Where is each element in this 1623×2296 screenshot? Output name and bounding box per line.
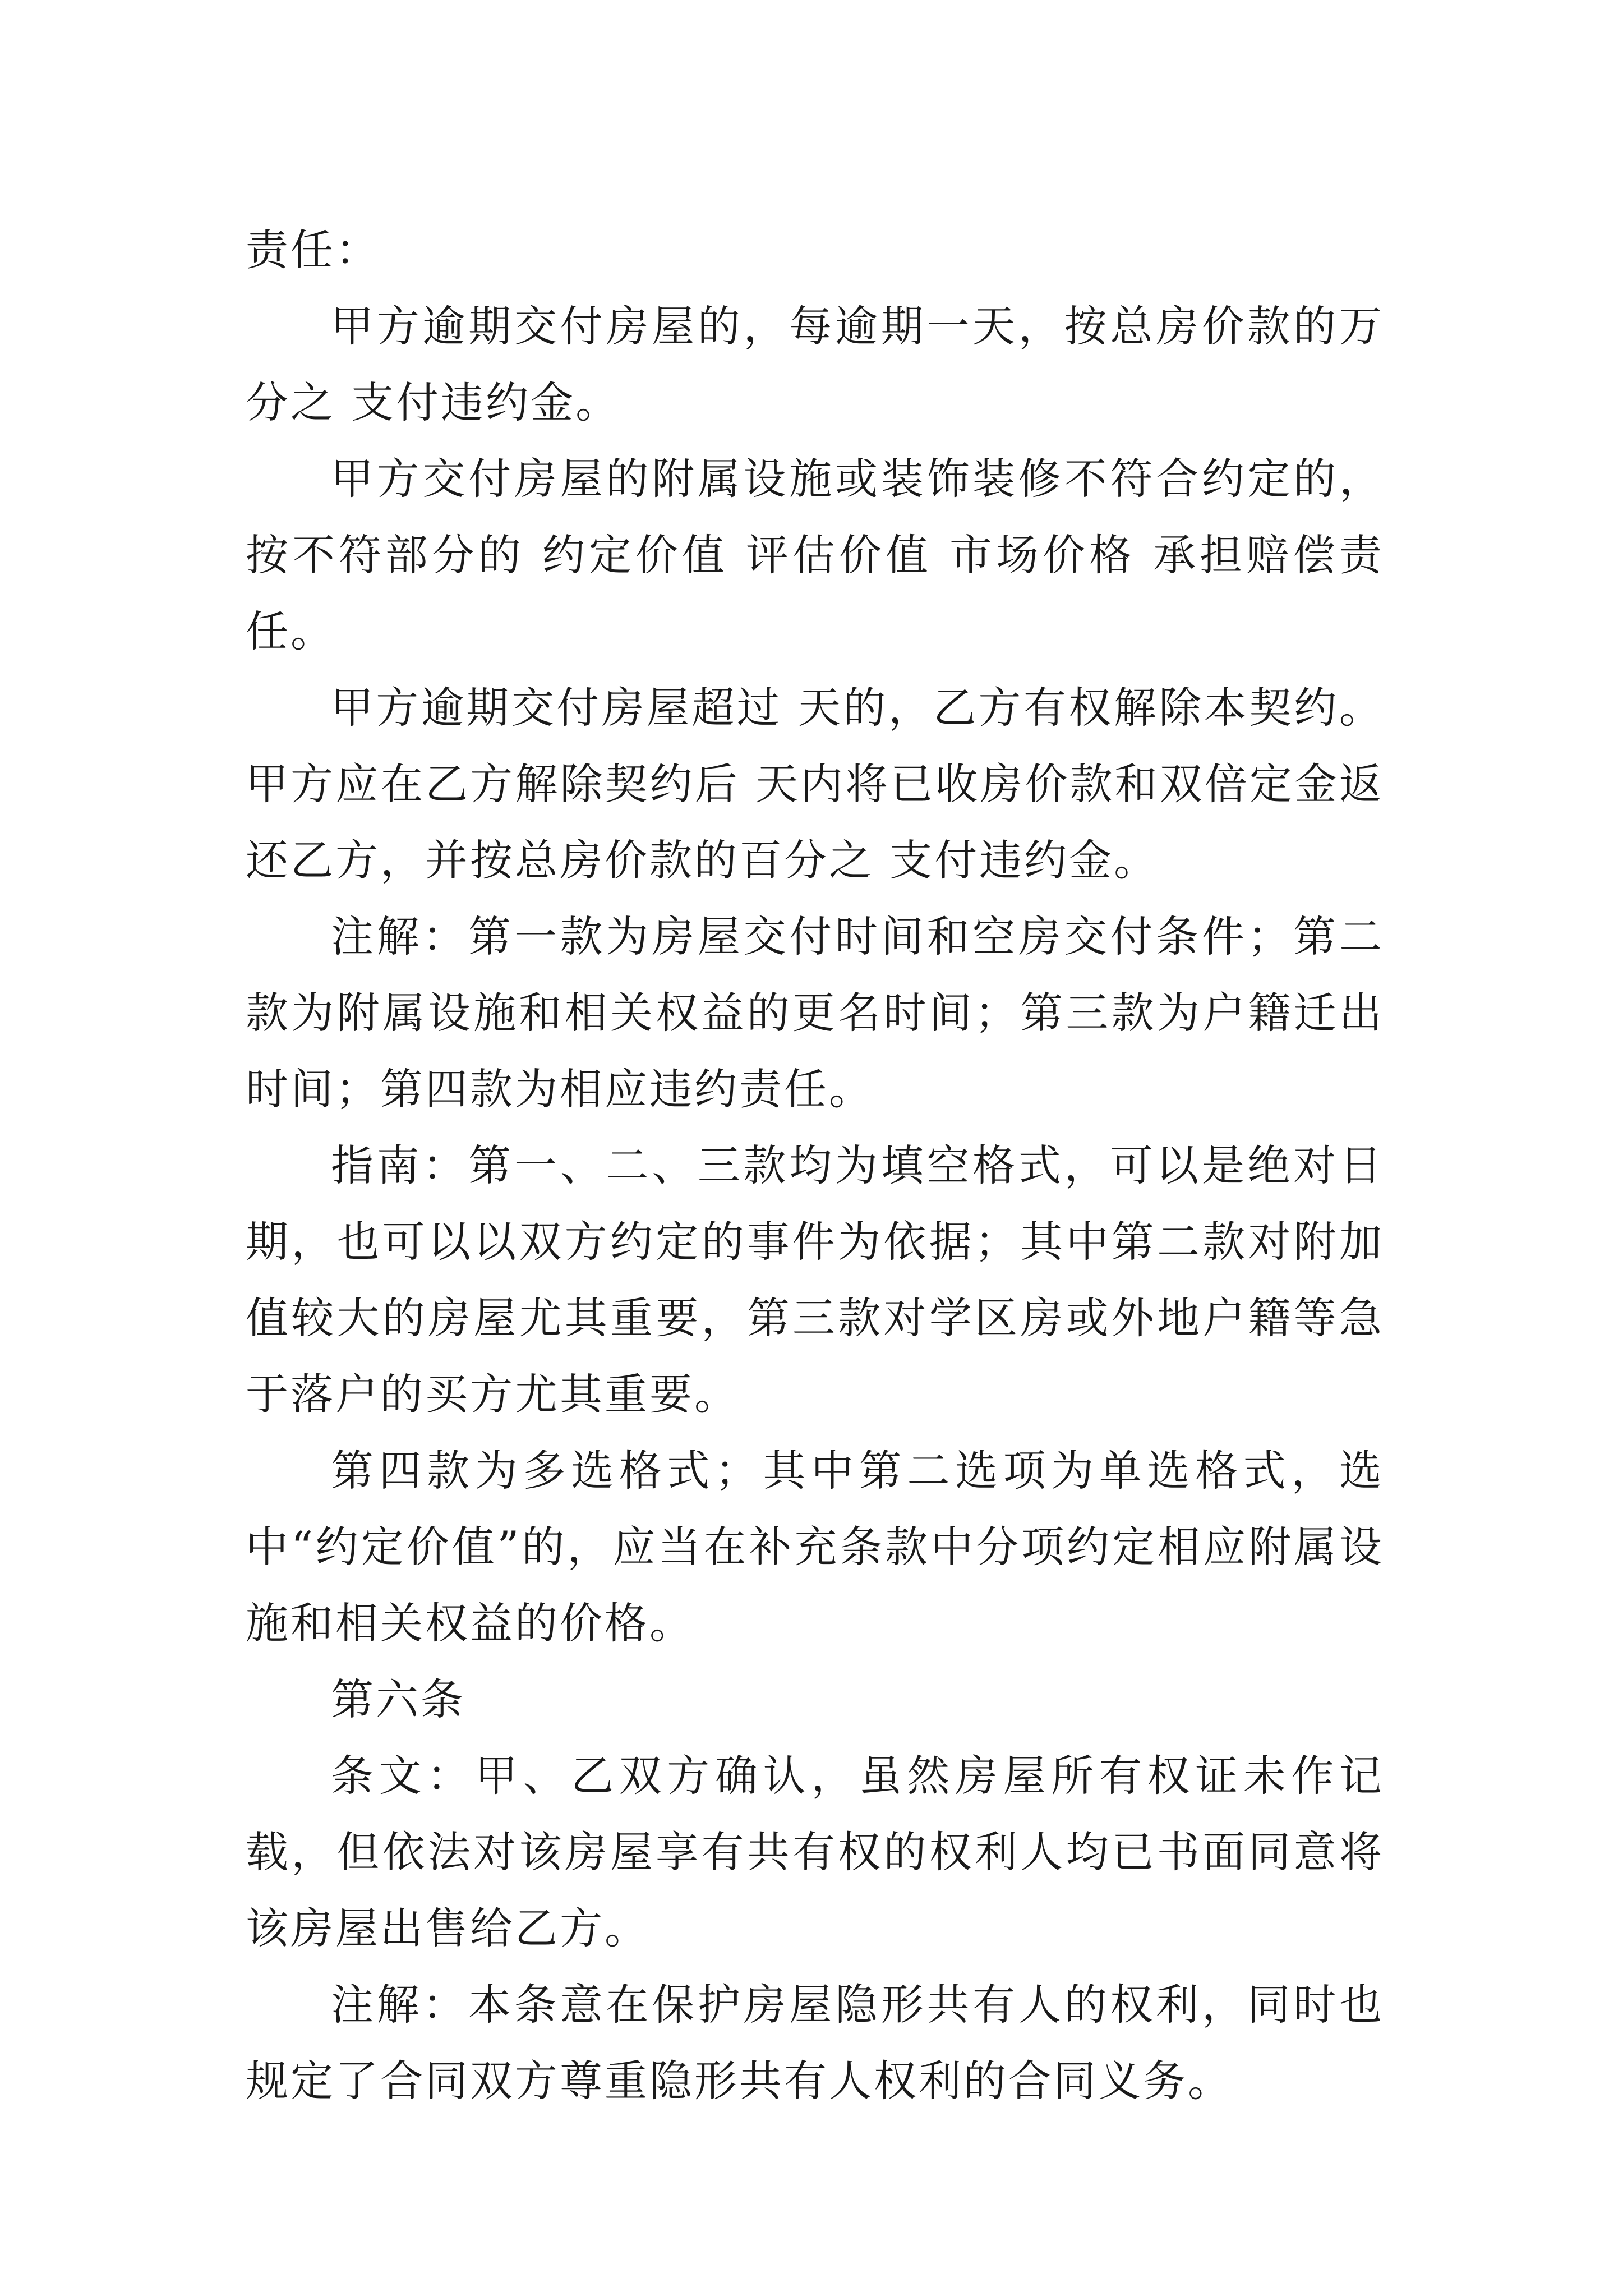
article-six-heading: 第六条 [331,1674,465,1724]
paragraph-late-delivery-penalty: 甲方逾期交付房屋的，每逾期一天，按总房价款的万分之 支付违约金。 [246,301,1384,427]
paragraph-article-annotation: 注解：本条意在保护房屋隐形共有人的权利，同时也规定了合同双方尊重隐形共有人权利的合同义务。 [246,1980,1384,2106]
paragraph-clause-four-format: 第四款为多选格式；其中第二选项为单选格式，选中“约定价值”的，应当在补充条款中分项约定相应附属设施和相关权益的价格。 [246,1446,1384,1648]
paragraph-contract-termination: 甲方逾期交付房屋超过 天的，乙方有权解除本契约。甲方应在乙方解除契约后 天内将已收房价款和双倍定金返还乙方，并按总房价款的百分之 支付违约金。 [246,683,1384,885]
paragraph-annotation: 注解：第一款为房屋交付时间和空房交付条件；第二款为附属设施和相关权益的更名时间；第三款为户籍迁出时间；第四款为相应违约责任。 [246,912,1384,1114]
paragraph-article-text: 条文：甲、乙双方确认，虽然房屋所有权证未作记载，但依法对该房屋享有共有权的权利人均已书面同意将该房屋出售给乙方。 [246,1751,1384,1953]
paragraph-responsibility-heading: 责任： [246,225,380,275]
paragraph-guide: 指南：第一、二、三款均为填空格式，可以是绝对日期，也可以以双方约定的事件为依据；其中第二款对附加值较大的房屋尤其重要，第三款对学区房或外地户籍等急于落户的买方尤其重要。 [246,1140,1384,1419]
paragraph-facility-compensation: 甲方交付房屋的附属设施或装饰装修不符合约定的，按不符部分的 约定价值 评估价值 市场价格 承担赔偿责任。 [246,454,1384,656]
document-body [246,212,1384,2119]
